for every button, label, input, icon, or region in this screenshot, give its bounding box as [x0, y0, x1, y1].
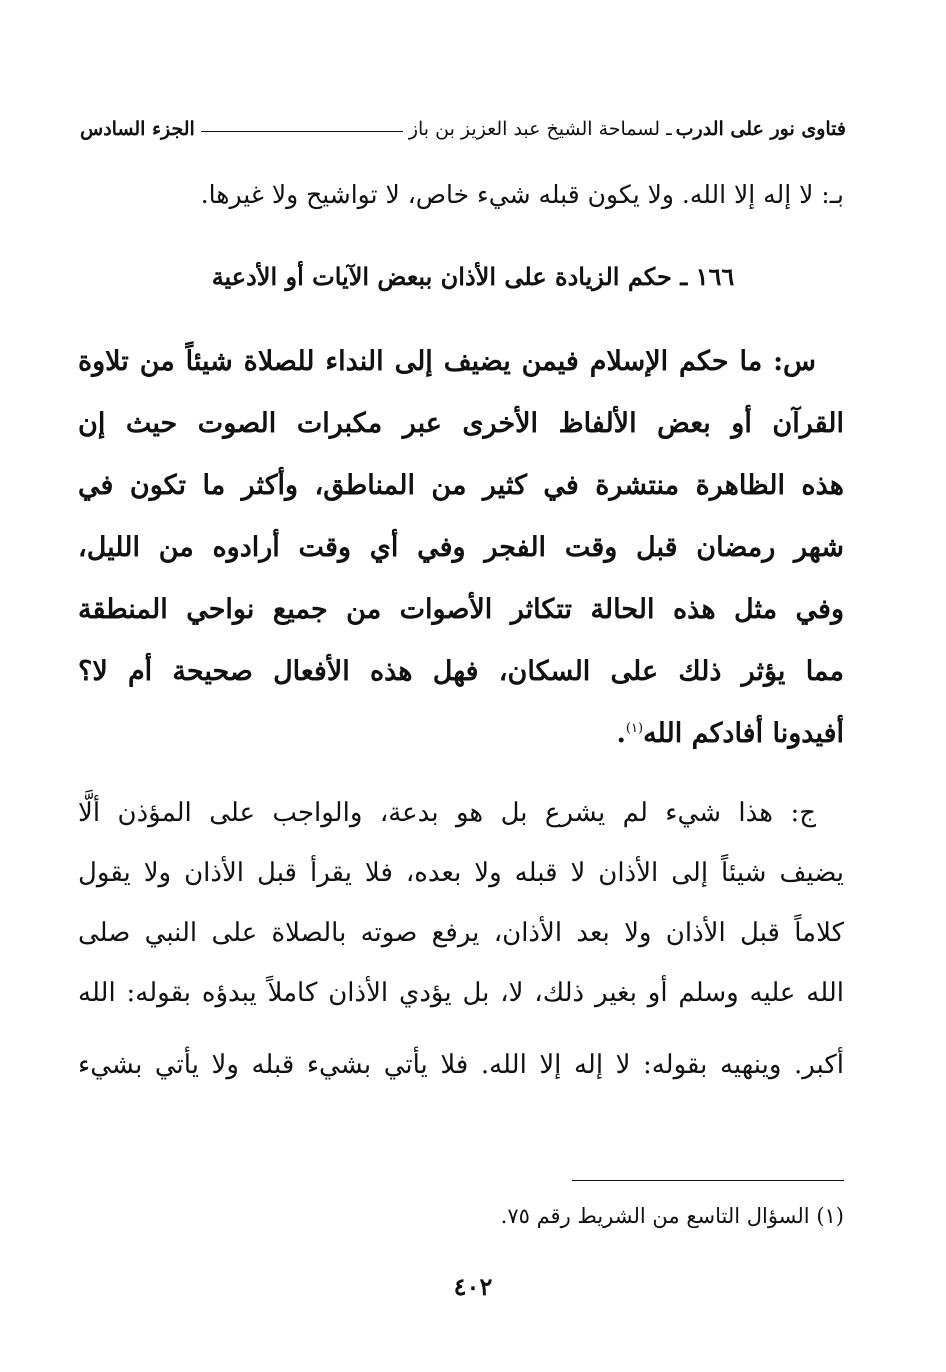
question-line-text: أفيدونا أفادكم الله: [643, 718, 844, 749]
footnote-reference: (١): [625, 721, 644, 736]
question-line: [78, 718, 844, 749]
answer-line: يضيف شيئاً إلى الأذان لا قبله ولا بعده، فلا يقرأ قبل الأذان ولا يقول: [78, 858, 844, 888]
question-line: س: ما حكم الإسلام فيمن يضيف إلى النداء للصلاة شيئاً من تلاوة: [78, 346, 816, 377]
question-line: وفي مثل هذه الحالة تتكاثر الأصوات من جميع نواحي المنطقة: [78, 594, 844, 625]
answer-line: الله عليه وسلم أو بغير ذلك، لا، بل يؤدي الأذان كاملاً يبدؤه بقوله: الله: [78, 978, 844, 1008]
answer-line: كلاماً قبل الأذان ولا بعد الأذان، يرفع صوته بالصلاة على النبي صلى: [78, 918, 844, 948]
footnote-separator: [572, 1180, 844, 1181]
question-line: القرآن أو بعض الألفاظ الأخرى عبر مكبرات الصوت حيث إن: [78, 408, 844, 439]
question-end-mark: .: [616, 718, 626, 749]
volume-label: الجزء السادس: [80, 118, 195, 140]
book-title: فتاوى نور على الدرب: [675, 118, 846, 140]
question-line: هذه الظاهرة منتشرة في كثير من المناطق، وأكثر ما تكون في: [78, 470, 844, 501]
answer-line: ج: هذا شيء لم يشرع بل هو بدعة، والواجب على المؤذن ألَّا: [78, 798, 816, 828]
page-number: ٤٠٢: [453, 1272, 493, 1301]
footnote: (١) السؤال التاسع من الشريط رقم ٧٥.: [500, 1204, 844, 1228]
question-line: شهر رمضان قبل وقت الفجر وفي أي وقت أرادوه من الليل،: [78, 532, 844, 563]
header-rule: [201, 131, 403, 132]
previous-answer-ending: بـ: لا إله إلا الله. ولا يكون قبله شيء خاص، لا تواشيح ولا غيرها.: [200, 180, 844, 209]
author-name: ـ لسماحة الشيخ عبد العزيز بن باز: [408, 118, 672, 140]
question-line: مما يؤثر ذلك على السكان، فهل هذه الأفعال صحيحة أم لا؟: [78, 656, 844, 687]
answer-line: أكبر. وينهيه بقوله: لا إله إلا الله. فلا يأتي بشيء قبله ولا يأتي بشيء: [78, 1050, 844, 1080]
section-title: ١٦٦ ـ حكم الزيادة على الأذان ببعض الآيات أو الأدعية: [211, 262, 735, 291]
running-header: [80, 112, 846, 146]
